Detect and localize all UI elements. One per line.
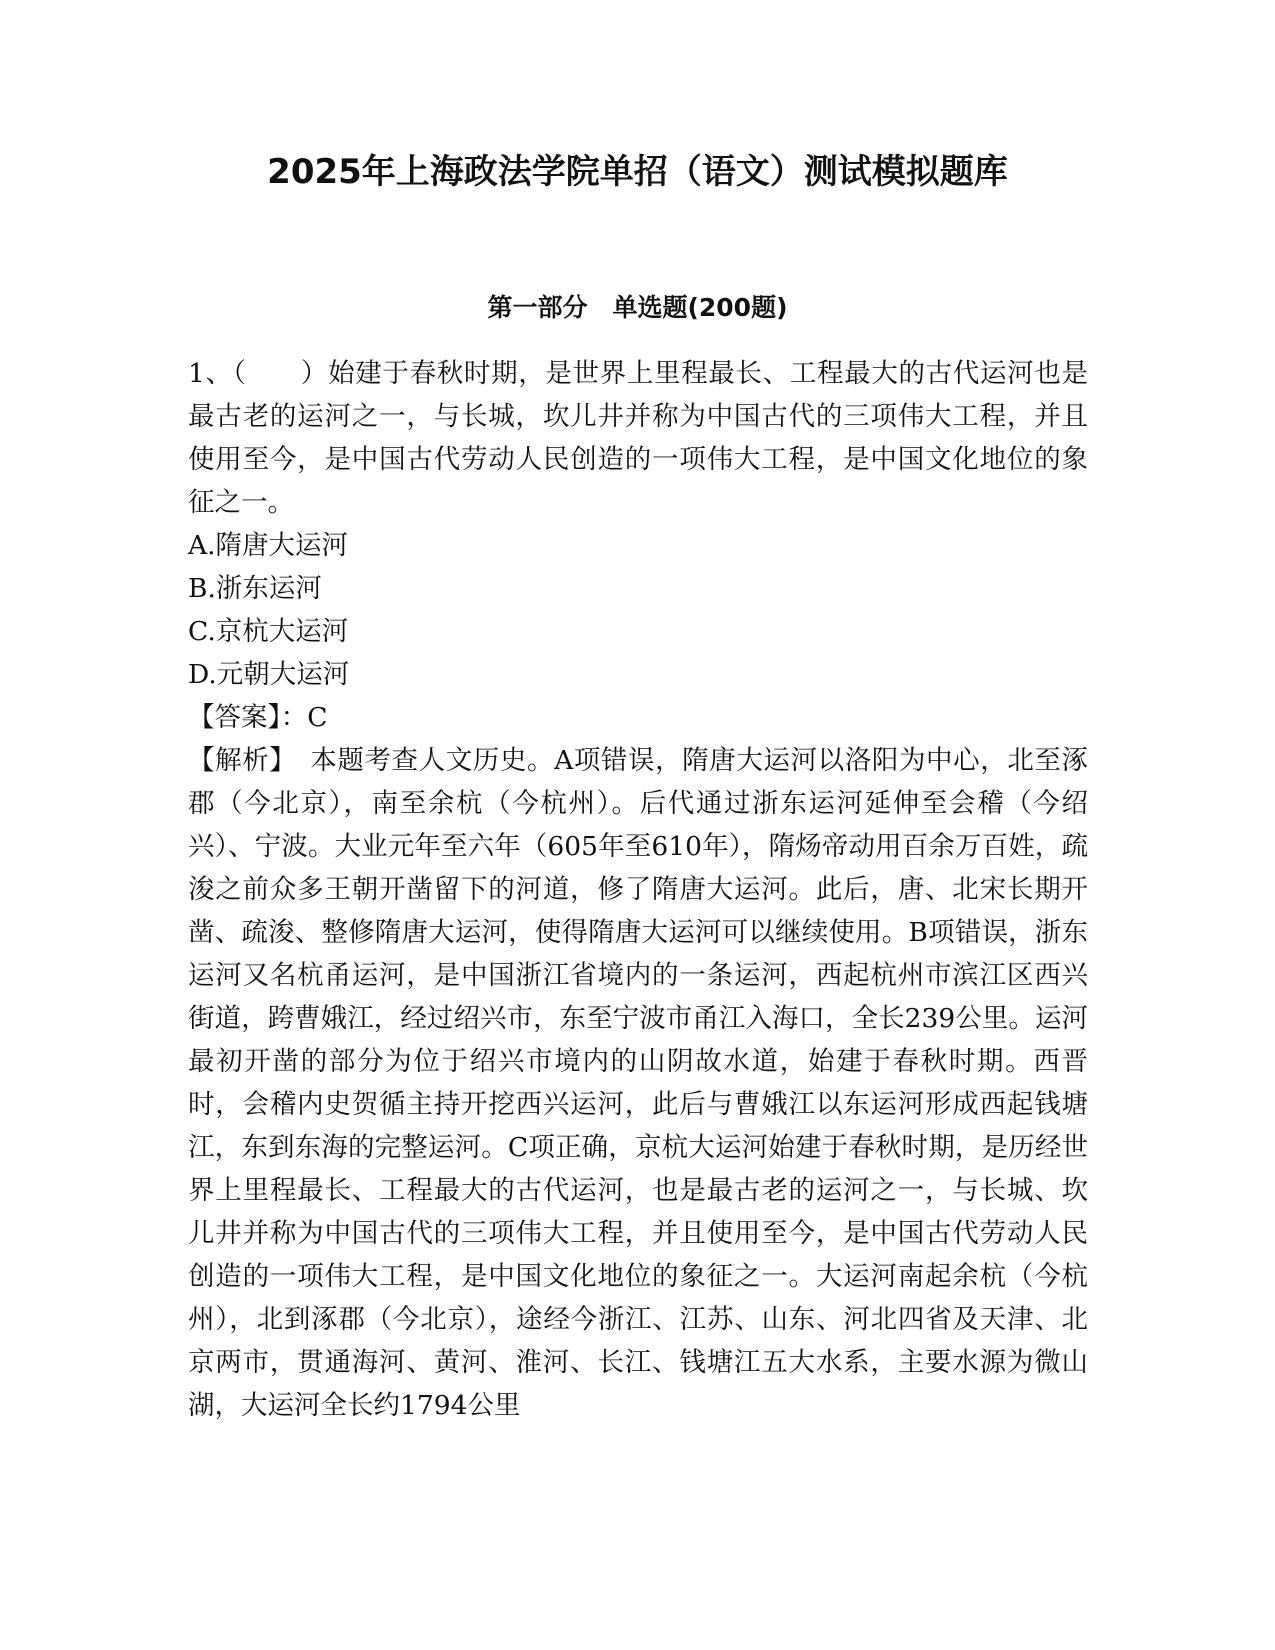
option-b: B.浙东运河	[188, 573, 322, 604]
option-c: C.京杭大运河	[188, 616, 349, 647]
analysis-text: 本题考查人文历史。A项错误，隋唐大运河以洛阳为中心，北至涿郡（今北京），南至余杭（今杭州）。后代通过浙东运河延伸至会稽（今绍兴）、宁波。大业元年至六年（605年至610年），隋炀帝动用百余万百姓，疏浚之前众多王朝开凿留下的河道，修了隋唐大运河。此后，唐、北宋长期开凿、疏浚、整修隋唐大运河，使得隋唐大运河可以继续使用。B项错误，浙东运河又名杭甬运河，是中国浙江省境内的一条运河，西起杭州市滨江区西兴街道，跨曹娥江，经过绍兴市，东至宁波市甬江入海口，全长239公里。运河最初开凿的部分为位于绍兴市境内的山阴故水道，始建于春秋时期。西晋时，会稽内史贺循主持开挖西兴运河，此后与曹娥江以东运河形成西起钱塘江，东到东海的完整运河。C项正确，京杭大运河始建于春秋时期，是历经世界上里程最长、工程最大的古代运河，也是最古老的运河之一，与长城、坎儿井并称为中国古代的三项伟大工程，并且使用至今，是中国古代劳动人民创造的一项伟大工程，是中国文化地位的象征之一。大运河南起余杭（今杭州），北到涿郡（今北京），途经今浙江、江苏、山东、河北四省及天津、北京两市，贯通海河、黄河、淮河、长江、钱塘江五大水系，主要水源为微山湖，大运河全长约1794公里	[188, 745, 1089, 1421]
answer-line: 【答案】：C	[188, 702, 328, 733]
answer-options	[188, 524, 1088, 696]
analysis-paragraph	[188, 739, 1088, 1427]
option-a: A.隋唐大运河	[188, 530, 349, 561]
analysis-label: 【解析】	[188, 745, 284, 776]
question-stem: 1、（ ）始建于春秋时期，是世界上里程最长、工程最大的古代运河也是最古老的运河之一，与长城，坎儿井并称为中国古代的三项伟大工程，并且使用至今，是中国古代劳动人民创造的一项伟大工程，是中国文化地位的象征之一。	[188, 358, 1088, 518]
section-heading: 第一部分 单选题(200题)	[487, 293, 788, 322]
option-d: D.元朝大运河	[188, 659, 350, 690]
document-title: 2025年上海政法学院单招（语文）测试模拟题库	[267, 152, 1008, 192]
